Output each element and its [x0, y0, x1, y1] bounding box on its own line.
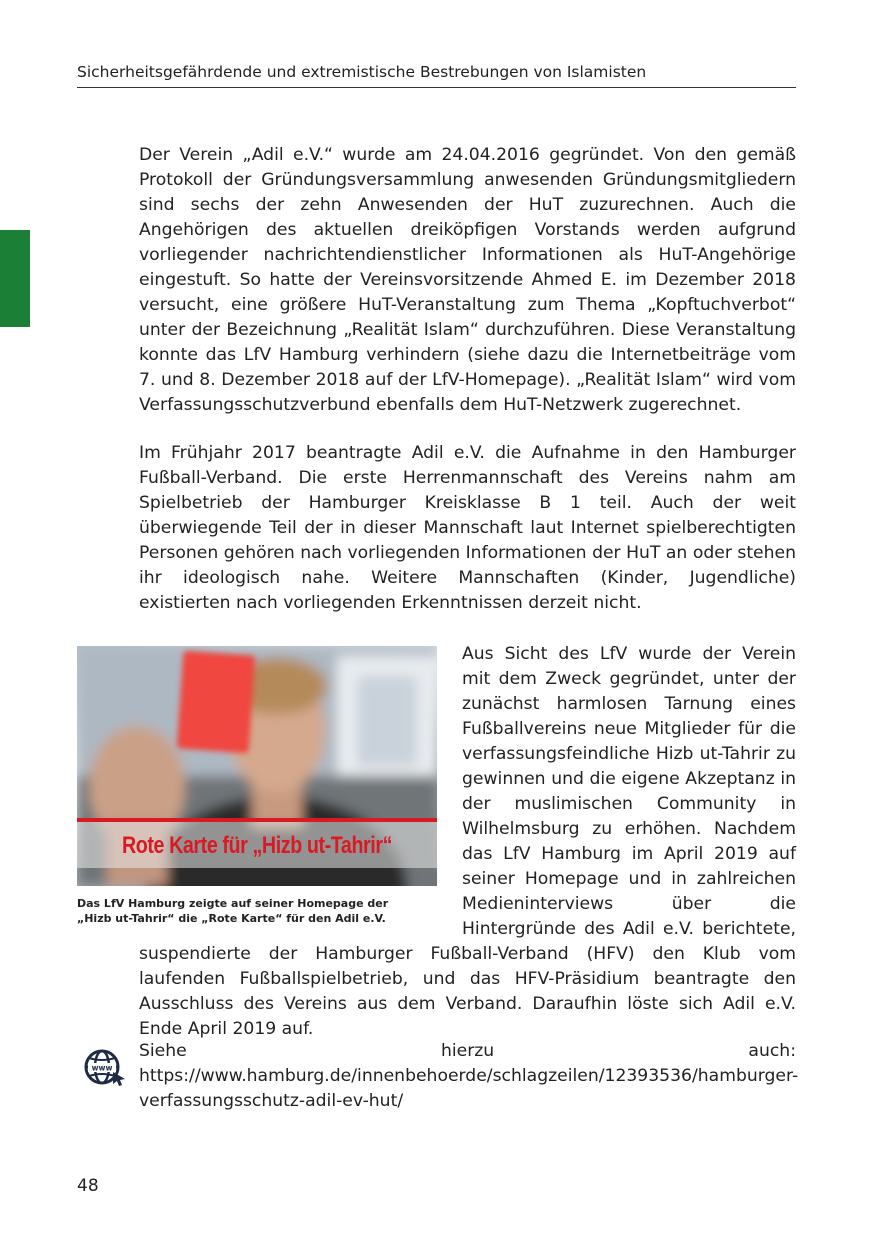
red-card-photo — [77, 646, 437, 886]
paragraph-adil-founding: Der Verein „Adil e.V.“ wurde am 24.04.2016 gegründet. Von den gemäß Protokoll der Gründungsversammlung anwesenden Gründungsmitgliedern sind sechs der zehn Anwesenden der HuT zuzurechnen. Auch die Angehörigen des aktuellen dreiköpfigen Vorstands werden aufgrund vorliegender nachrichtendienstlicher Informationen als HuT-Angehörige eingestuft. So hatte der Vereinsvorsitzende Ahmed E. im Dezember 2018 versucht, eine größere HuT-Veranstaltung zum Thema „Kopftuchverbot“ unter der Bezeichnung „Realität Islam“ durchzuführen. Diese Veranstaltung konnte das LfV Hamburg verhindern (siehe dazu die Internetbeiträge vom 7. und 8. Dezember 2018 auf der LfV-Homepage). „Realität Islam“ wird vom Verfassungsschutzverbund ebenfalls dem HuT-Netzwerk zugerechnet. — [139, 145, 796, 415]
paragraph-reference-link: Siehe hierzu auch: https://www.hamburg.de/innenbehoerde/schlagzeilen/12393536/hamburger-verfassungsschutz-adil-ev-hut/ — [139, 1041, 799, 1111]
red-card-banner-text: Rote Karte für „Hizb ut-Tahrir“ — [121, 832, 393, 859]
paragraph-lfv-assessment-text: Aus Sicht des LfV wurde der Verein mit dem Zweck gegründet, unter der zunächst harmlosen Tarnung eines Fußballvereins neue Mitglieder für die verfassungsfeindliche Hizb ut-Tahrir zu gewinnen und die eigene Akzeptanz in der muslimischen Community in Wilhelmsburg zu erhöhen. Nachdem das LfV Hamburg im April 2019 auf seiner Homepage und in zahlreichen Medieninterviews über die Hintergründe des Adil e.V. berichtete, suspendierte der Hamburger Fußball-Verband (HFV) den Klub vom laufenden Fußballspielbetrieb, und das HFV-Präsidium beantragte den Ausschluss des Vereins aus dem Verband. Daraufhin löste sich Adil e.V. Ende April 2019 auf. — [139, 644, 796, 1039]
globe-icon-label: www — [91, 1063, 113, 1073]
figure-caption: Das LfV Hamburg zeigte auf seiner Homepage der „Hizb ut-Tahrir“ die „Rote Karte“ für den Adil e.V. — [77, 897, 389, 925]
globe-www-icon — [83, 1048, 127, 1086]
paragraph-football-association: Im Frühjahr 2017 beantragte Adil e.V. die Aufnahme in den Hamburger Fußball-Verband. Die erste Herrenmannschaft des Vereins nahm am Spielbetrieb der Hamburger Kreisklasse B 1 teil. Auch der weit überwiegende Teil der in dieser Mannschaft laut Internet spielberechtigten Personen gehören nach vorliegenden Informationen der HuT an oder stehen ihr ideologisch nahe. Weitere Mannschaften (Kinder, Jugendliche) existierten nach vorliegenden Erkenntnissen derzeit nicht. — [139, 443, 796, 613]
section-marker-tab — [0, 230, 30, 327]
running-title: Sicherheitsgefährdende und extremistische Bestrebungen von Islamisten — [77, 63, 647, 81]
running-header — [77, 63, 796, 88]
page-number: 48 — [77, 1176, 99, 1196]
